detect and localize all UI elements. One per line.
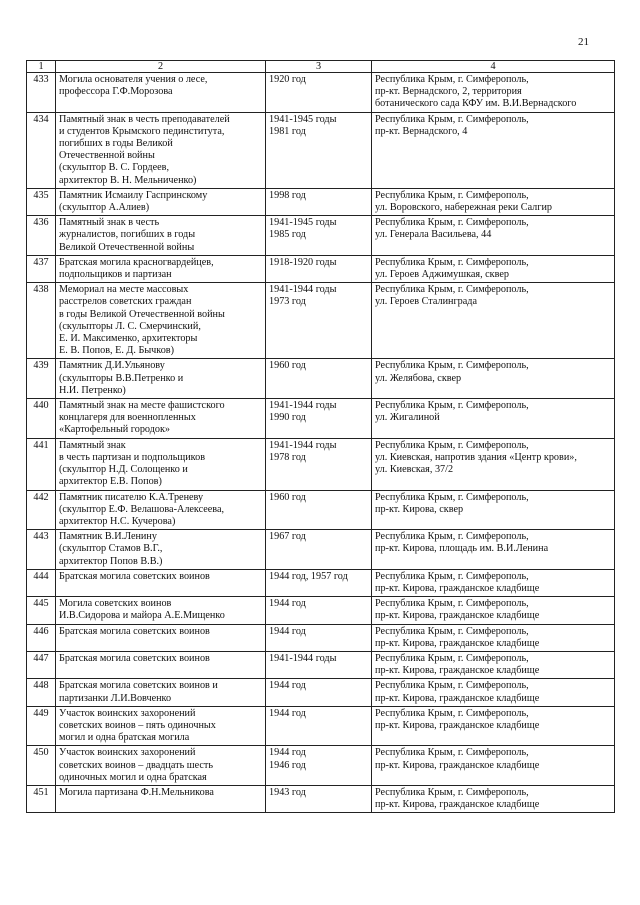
monument-date-line: 1990 год bbox=[269, 412, 306, 424]
row-number: 434 bbox=[27, 112, 56, 188]
monument-name-line: в честь партизан и подпольщиков bbox=[59, 451, 206, 463]
monument-name-line: Памятный знак bbox=[59, 439, 126, 451]
monument-address-line: ул. Героев Аджимушкая, сквер bbox=[375, 269, 509, 281]
monument-name bbox=[56, 679, 266, 706]
table-row bbox=[27, 283, 615, 359]
table-row bbox=[27, 597, 615, 624]
monument-address-line: ул. Киевская, напротив здания «Центр крови», bbox=[375, 451, 577, 463]
monument-name bbox=[56, 188, 266, 215]
table-row bbox=[27, 73, 615, 113]
monument-name-line: Н.И. Петренко) bbox=[59, 384, 126, 396]
monument-name-line: Братская могила советских воинов bbox=[59, 570, 210, 582]
monument-address bbox=[372, 188, 615, 215]
monument-address bbox=[372, 746, 615, 786]
monument-date bbox=[266, 112, 372, 188]
monument-name-line: расстрелов советских граждан bbox=[59, 296, 192, 308]
monument-name-line: Памятный знак в честь bbox=[59, 217, 160, 229]
monument-address-line: Республика Крым, г. Симферополь, bbox=[375, 625, 529, 637]
monument-address-line: Республика Крым, г. Симферополь, bbox=[375, 786, 529, 798]
monument-address-line: пр-кт. Кирова, гражданское кладбище bbox=[375, 799, 540, 811]
monument-address-line: пр-кт. Кирова, гражданское кладбище bbox=[375, 719, 540, 731]
monument-address-line: пр-кт. Вернадского, 4 bbox=[375, 125, 468, 137]
monument-address-line: Республика Крым, г. Симферополь, bbox=[375, 189, 529, 201]
monument-name-line: Е. И. Максименко, архитекторы bbox=[59, 333, 198, 345]
monument-address-line: пр-кт. Кирова, гражданское кладбище bbox=[375, 610, 540, 622]
monument-date-line: 1973 год bbox=[269, 296, 306, 308]
monument-name-line: архитектор Попов В.В.) bbox=[59, 555, 163, 567]
row-number: 433 bbox=[27, 73, 56, 113]
page-number: 21 bbox=[578, 36, 589, 48]
monument-address-line: Республика Крым, г. Симферополь, bbox=[375, 747, 529, 759]
table-row bbox=[27, 112, 615, 188]
row-number: 438 bbox=[27, 283, 56, 359]
monument-address-line: Республика Крым, г. Симферополь, bbox=[375, 217, 529, 229]
monument-date bbox=[266, 679, 372, 706]
monument-date-line: 1960 год bbox=[269, 360, 306, 372]
column-header: 1 bbox=[27, 61, 56, 73]
monument-date-line: 1978 год bbox=[269, 451, 306, 463]
monuments-table bbox=[26, 60, 615, 813]
row-number: 443 bbox=[27, 530, 56, 570]
monument-name-line: Братская могила советских воинов bbox=[59, 625, 210, 637]
monument-address bbox=[372, 530, 615, 570]
monument-name bbox=[56, 359, 266, 399]
monument-date bbox=[266, 785, 372, 812]
monument-name-line: журналистов, погибших в годы bbox=[59, 229, 196, 241]
monument-address-line: Республика Крым, г. Симферополь, bbox=[375, 680, 529, 692]
monument-address bbox=[372, 785, 615, 812]
table-row bbox=[27, 679, 615, 706]
monument-name-line: Памятник писателю К.А.Треневу bbox=[59, 491, 204, 503]
monument-date-line: 1941-1944 годы bbox=[269, 284, 337, 296]
monument-date-line: 1941-1945 годы bbox=[269, 113, 337, 125]
monument-name-line: советских воинов – пять одиночных bbox=[59, 719, 216, 731]
row-number: 435 bbox=[27, 188, 56, 215]
monument-name-line: (скульпторы Л. С. Смерчинский, bbox=[59, 320, 201, 332]
monument-date bbox=[266, 746, 372, 786]
row-number: 436 bbox=[27, 216, 56, 256]
monument-name bbox=[56, 283, 266, 359]
monument-address-line: пр-кт. Кирова, гражданское кладбище bbox=[375, 759, 540, 771]
monument-name-line: (скульптор Стамов В.Г., bbox=[59, 543, 163, 555]
monument-address-line: ул. Воровского, набережная реки Салгир bbox=[375, 202, 552, 214]
row-number: 446 bbox=[27, 624, 56, 651]
monument-address-line: пр-кт. Кирова, сквер bbox=[375, 503, 464, 515]
monument-address-line: Республика Крым, г. Симферополь, bbox=[375, 652, 529, 664]
monument-name-line: архитектор Е.В. Попов) bbox=[59, 476, 162, 488]
monument-date-line: 1941-1945 годы bbox=[269, 217, 337, 229]
monument-address bbox=[372, 679, 615, 706]
monument-name-line: (скульптор А.Алиев) bbox=[59, 202, 150, 214]
monument-date-line: 1941-1944 годы bbox=[269, 400, 337, 412]
monument-date-line: 1944 год, 1957 год bbox=[269, 570, 348, 582]
monument-name-line: Памятник В.И.Ленину bbox=[59, 531, 157, 543]
monument-name-line: партизанки Л.И.Вовченко bbox=[59, 692, 172, 704]
monument-name-line: «Картофельный городок» bbox=[59, 424, 171, 436]
monument-date-line: 1944 год bbox=[269, 680, 306, 692]
monument-name-line: Памятник Исмаилу Гаспринскому bbox=[59, 189, 208, 201]
monument-name-line: Братская могила красногвардейцев, bbox=[59, 256, 214, 268]
monument-address-line: Республика Крым, г. Симферополь, bbox=[375, 400, 529, 412]
monument-name-line: архитектор В. Н. Мельниченко) bbox=[59, 174, 197, 186]
monument-date-line: 1998 год bbox=[269, 189, 306, 201]
monument-name bbox=[56, 706, 266, 746]
monument-address-line: Республика Крым, г. Симферополь, bbox=[375, 256, 529, 268]
monument-address bbox=[372, 490, 615, 530]
monument-name-line: профессора Г.Ф.Морозова bbox=[59, 86, 173, 98]
monument-address-line: Республика Крым, г. Симферополь, bbox=[375, 570, 529, 582]
row-number: 441 bbox=[27, 438, 56, 490]
monument-date-line: 1985 год bbox=[269, 229, 306, 241]
monument-address-line: пр-кт. Кирова, гражданское кладбище bbox=[375, 582, 540, 594]
monument-date-line: 1946 год bbox=[269, 759, 306, 771]
monument-date bbox=[266, 188, 372, 215]
column-header: 2 bbox=[56, 61, 266, 73]
monument-name-line: Могила партизана Ф.Н.Мельникова bbox=[59, 786, 214, 798]
row-number: 448 bbox=[27, 679, 56, 706]
column-header: 3 bbox=[266, 61, 372, 73]
monument-address bbox=[372, 283, 615, 359]
monument-name bbox=[56, 112, 266, 188]
monument-address bbox=[372, 706, 615, 746]
monument-address-line: Республика Крым, г. Симферополь, bbox=[375, 360, 529, 372]
monument-address bbox=[372, 438, 615, 490]
monument-name bbox=[56, 785, 266, 812]
table-row bbox=[27, 438, 615, 490]
table-row bbox=[27, 399, 615, 439]
row-number: 437 bbox=[27, 255, 56, 282]
monument-date bbox=[266, 399, 372, 439]
table-row bbox=[27, 569, 615, 596]
monument-address-line: Республика Крым, г. Симферополь, bbox=[375, 74, 529, 85]
table-row bbox=[27, 785, 615, 812]
monument-name-line: Памятник Д.И.Ульянову bbox=[59, 360, 165, 372]
monument-address-line: Республика Крым, г. Симферополь, bbox=[375, 598, 529, 610]
monument-name bbox=[56, 255, 266, 282]
monument-date bbox=[266, 438, 372, 490]
monument-name bbox=[56, 530, 266, 570]
monument-date-line: 1944 год bbox=[269, 747, 306, 759]
monument-name-line: Могила советских воинов bbox=[59, 598, 172, 610]
monument-name-line: Участок воинских захоронений bbox=[59, 707, 196, 719]
monument-name-line: Памятный знак в честь преподавателей bbox=[59, 113, 230, 125]
monument-address-line: Республика Крым, г. Симферополь, bbox=[375, 531, 529, 543]
monument-name bbox=[56, 651, 266, 678]
table-row bbox=[27, 624, 615, 651]
row-number: 445 bbox=[27, 597, 56, 624]
monument-date-line: 1944 год bbox=[269, 707, 306, 719]
monument-address bbox=[372, 624, 615, 651]
monument-address-line: Республика Крым, г. Симферополь, bbox=[375, 439, 529, 451]
monument-date-line: 1967 год bbox=[269, 531, 306, 543]
monument-date bbox=[266, 530, 372, 570]
monument-name-line: Отечественной войны bbox=[59, 150, 155, 162]
monument-name-line: концлагеря для военнопленных bbox=[59, 412, 196, 424]
monument-name-line: одиночных могил и одна братская bbox=[59, 771, 207, 783]
monument-address bbox=[372, 359, 615, 399]
table-row bbox=[27, 359, 615, 399]
table-row bbox=[27, 706, 615, 746]
monument-date bbox=[266, 569, 372, 596]
monument-address-line: Республика Крым, г. Симферополь, bbox=[375, 113, 529, 125]
monument-name-line: Памятный знак на месте фашистского bbox=[59, 400, 225, 412]
monument-address-line: Республика Крым, г. Симферополь, bbox=[375, 284, 529, 296]
monument-date bbox=[266, 255, 372, 282]
monument-name-line: Мемориал на месте массовых bbox=[59, 284, 189, 296]
table-header-row bbox=[27, 61, 615, 73]
monument-date-line: 1981 год bbox=[269, 125, 306, 137]
monument-address bbox=[372, 597, 615, 624]
monument-date-line: 1960 год bbox=[269, 491, 306, 503]
monument-name bbox=[56, 569, 266, 596]
monument-address-line: пр-кт. Кирова, гражданское кладбище bbox=[375, 637, 540, 649]
monument-address bbox=[372, 216, 615, 256]
monument-address-line: пр-кт. Кирова, гражданское кладбище bbox=[375, 692, 540, 704]
monument-address-line: Республика Крым, г. Симферополь, bbox=[375, 491, 529, 503]
monument-address-line: пр-кт. Кирова, гражданское кладбище bbox=[375, 665, 540, 677]
table-row bbox=[27, 255, 615, 282]
monument-name bbox=[56, 597, 266, 624]
monument-address-line: ул. Киевская, 37/2 bbox=[375, 464, 454, 476]
monument-name bbox=[56, 624, 266, 651]
monument-address-line: ул. Героев Сталинграда bbox=[375, 296, 477, 308]
monument-address-line: ботанического сада КФУ им. В.И.Вернадского bbox=[375, 98, 577, 110]
monument-address bbox=[372, 255, 615, 282]
monument-date-line: 1941-1944 годы bbox=[269, 439, 337, 451]
monument-name bbox=[56, 490, 266, 530]
row-number: 439 bbox=[27, 359, 56, 399]
monument-name-line: И.В.Сидорова и майора А.Е.Мищенко bbox=[59, 610, 225, 622]
table-row bbox=[27, 216, 615, 256]
monument-name-line: Е. В. Попов, Е. Д. Бычков) bbox=[59, 345, 175, 357]
monument-name-line: (скульпторы В.В.Петренко и bbox=[59, 372, 184, 384]
row-number: 451 bbox=[27, 785, 56, 812]
monument-address-line: ул. Жигалиной bbox=[375, 412, 440, 424]
monument-date-line: 1941-1944 годы bbox=[269, 652, 337, 664]
monument-address-line: ул. Желябова, сквер bbox=[375, 372, 462, 384]
monument-address-line: пр-кт. Вернадского, 2, территория bbox=[375, 86, 522, 98]
monument-date bbox=[266, 651, 372, 678]
monument-name-line: могил и одна братская могила bbox=[59, 732, 190, 744]
row-number: 442 bbox=[27, 490, 56, 530]
row-number: 450 bbox=[27, 746, 56, 786]
monument-address bbox=[372, 73, 615, 113]
table-row bbox=[27, 490, 615, 530]
monument-name bbox=[56, 399, 266, 439]
monument-name bbox=[56, 438, 266, 490]
row-number: 444 bbox=[27, 569, 56, 596]
monument-name-line: советских воинов – двадцать шесть bbox=[59, 759, 214, 771]
row-number: 447 bbox=[27, 651, 56, 678]
monument-date bbox=[266, 216, 372, 256]
monument-date bbox=[266, 706, 372, 746]
monument-name bbox=[56, 746, 266, 786]
monument-date-line: 1918-1920 годы bbox=[269, 256, 337, 268]
row-number: 440 bbox=[27, 399, 56, 439]
monument-name-line: (скульптор Н.Д. Солощенко и bbox=[59, 464, 188, 476]
monument-address bbox=[372, 569, 615, 596]
table-row bbox=[27, 530, 615, 570]
monument-name-line: архитектор Н.С. Кучерова) bbox=[59, 515, 176, 527]
monument-name bbox=[56, 73, 266, 113]
monument-date bbox=[266, 73, 372, 113]
monument-date-line: 1920 год bbox=[269, 74, 306, 85]
monument-address bbox=[372, 112, 615, 188]
monument-name-line: (скульптор Е.Ф. Велашова-Алексеева, bbox=[59, 503, 225, 515]
monument-address bbox=[372, 399, 615, 439]
monument-name bbox=[56, 216, 266, 256]
row-number: 449 bbox=[27, 706, 56, 746]
monument-date bbox=[266, 597, 372, 624]
monument-name-line: подпольщиков и партизан bbox=[59, 269, 172, 281]
monument-address-line: ул. Генерала Васильева, 44 bbox=[375, 229, 492, 241]
monument-name-line: в годы Великой Отечественной войны bbox=[59, 308, 225, 320]
monument-name-line: погибших в годы Великой bbox=[59, 138, 173, 150]
monument-name-line: и студентов Крымского пединститута, bbox=[59, 125, 225, 137]
column-header: 4 bbox=[372, 61, 615, 73]
monument-name-line: (скульптор В. С. Гордеев, bbox=[59, 162, 170, 174]
monument-date bbox=[266, 624, 372, 651]
table-row bbox=[27, 746, 615, 786]
monument-address-line: Республика Крым, г. Симферополь, bbox=[375, 707, 529, 719]
monument-name-line: Братская могила советских воинов bbox=[59, 652, 210, 664]
monument-name-line: Великой Отечественной войны bbox=[59, 241, 195, 253]
monument-date bbox=[266, 359, 372, 399]
monument-name-line: Братская могила советских воинов и bbox=[59, 680, 218, 692]
monument-date-line: 1944 год bbox=[269, 598, 306, 610]
monument-date bbox=[266, 283, 372, 359]
table-row bbox=[27, 188, 615, 215]
monument-date-line: 1944 год bbox=[269, 625, 306, 637]
monument-address bbox=[372, 651, 615, 678]
monument-address-line: пр-кт. Кирова, площадь им. В.И.Ленина bbox=[375, 543, 549, 555]
table-row bbox=[27, 651, 615, 678]
monument-name-line: Могила основателя учения о лесе, bbox=[59, 74, 208, 85]
monument-date bbox=[266, 490, 372, 530]
monument-name-line: Участок воинских захоронений bbox=[59, 747, 196, 759]
monument-date-line: 1943 год bbox=[269, 786, 306, 798]
